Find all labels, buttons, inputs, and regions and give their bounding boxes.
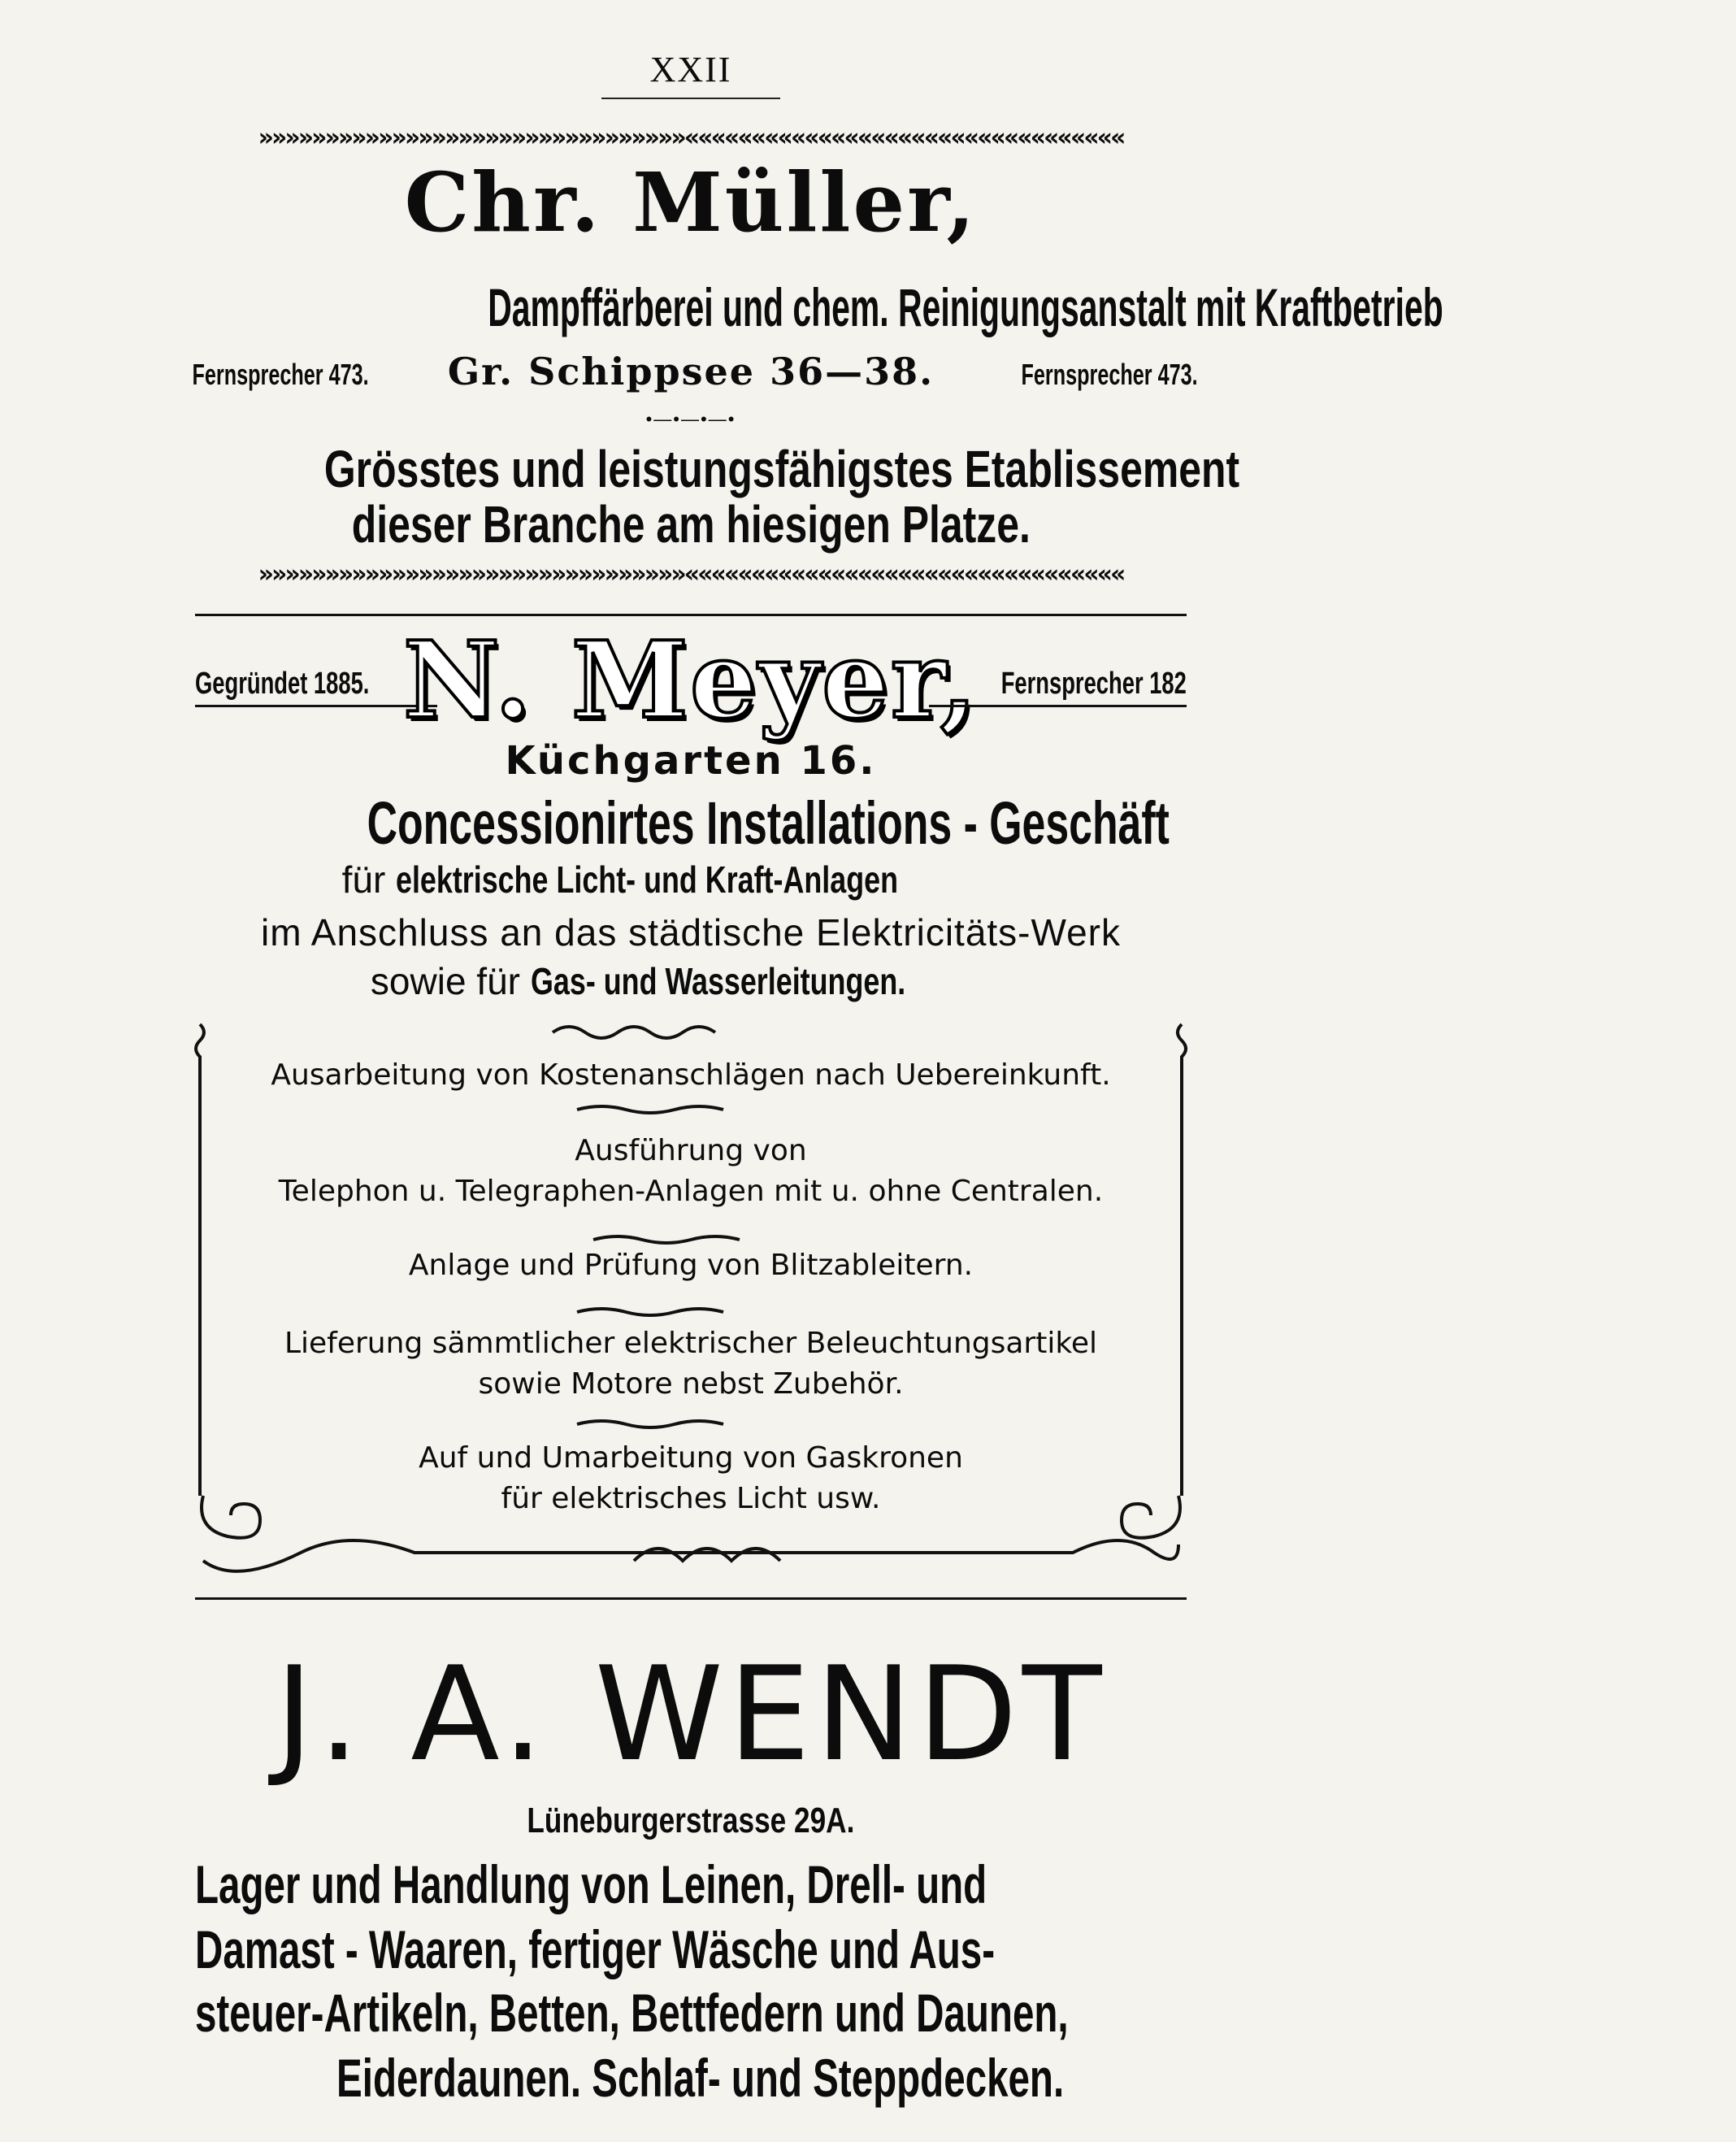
wendt-line4: Eiderdaunen. Schlaf- und Steppdecken. — [336, 2048, 1065, 2108]
wendt-line1: Lager und Handlung von Leinen, Drell- und — [195, 1854, 987, 1914]
service-lightning-rods: Anlage und Prüfung von Blitzableitern. — [408, 1249, 974, 1282]
ornamental-frame — [195, 1008, 1187, 1610]
wendt-company-name: J. A. WENDT — [275, 1638, 1107, 1790]
mueller-subtitle: Dampffärberei und chem. Reinigungsanstalt mit Kraftbetrieb — [488, 277, 1443, 337]
meyer-address: Küchgarten 16. — [505, 738, 877, 784]
small-ornament: •—•—•—• — [645, 409, 736, 429]
meyer-founded: Gegründet 1885. — [195, 667, 437, 707]
ornament-band-top: »»»»»»»»»»»»»»»»»»»»»»»»»»»»»»»»««««««««««««««««««««««««««««««««« — [258, 124, 1124, 152]
service-execution-label: Ausführung von — [575, 1134, 807, 1167]
mueller-phone-left: Fernsprecher 473. — [192, 358, 369, 391]
service-gas-fixtures: Auf und Umarbeitung von Gaskronen — [419, 1441, 963, 1475]
meyer-line1: für elektrische Licht- und Kraft-Anlagen — [341, 858, 899, 901]
wendt-address: Lüneburgerstrasse 29A. — [527, 1801, 855, 1840]
advertisement-page — [192, 33, 1443, 2114]
service-telephone: Telephon u. Telegraphen-Anlagen mit u. ohne Centralen. — [278, 1175, 1104, 1208]
service-lighting-supply: Lieferung sämmtlicher elektrischer Beleuchtungsartikel — [284, 1327, 1098, 1360]
mueller-company-name: Chr. Müller, — [404, 154, 978, 250]
meyer-headline: Concessionirtes Installations - Geschäft — [367, 789, 1170, 857]
mueller-address: Gr. Schippsee 36—38. — [447, 350, 935, 393]
meyer-line2: im Anschluss an das städtische Elektricitäts-Werk — [261, 911, 1121, 954]
meyer-company-name: N. Meyer, — [402, 618, 979, 742]
divider-rule — [195, 614, 1187, 616]
wendt-line3: steuer-Artikeln, Betten, Bettfedern und Daunen, — [195, 1983, 1069, 2043]
meyer-line3: sowie für Gas- und Wasserleitungen. — [370, 960, 905, 1002]
mueller-address-row — [192, 350, 1198, 398]
page-number: XXII — [649, 50, 732, 89]
divider-rule-2 — [195, 1597, 1187, 1600]
service-electric-light: für elektrisches Licht usw. — [501, 1482, 881, 1515]
page-number-rule — [601, 98, 780, 99]
mueller-phone-right: Fernsprecher 473. — [1021, 358, 1198, 391]
meyer-phone: Fernsprecher 182 — [929, 667, 1187, 707]
service-cost-estimates: Ausarbeitung von Kostenanschlägen nach Uebereinkunft. — [271, 1058, 1111, 1092]
wendt-line2: Damast - Waaren, fertiger Wäsche und Aus- — [195, 1919, 996, 1979]
service-motors: sowie Motore nebst Zubehör. — [478, 1367, 904, 1401]
mueller-claim-line1: Grösstes und leistungsfähigstes Etablissement — [323, 440, 1240, 498]
ornament-band-bottom: »»»»»»»»»»»»»»»»»»»»»»»»»»»»»»»»««««««««««««««««««««««««««««««««« — [258, 560, 1124, 589]
mueller-claim-line2: dieser Branche am hiesigen Platze. — [351, 495, 1031, 554]
